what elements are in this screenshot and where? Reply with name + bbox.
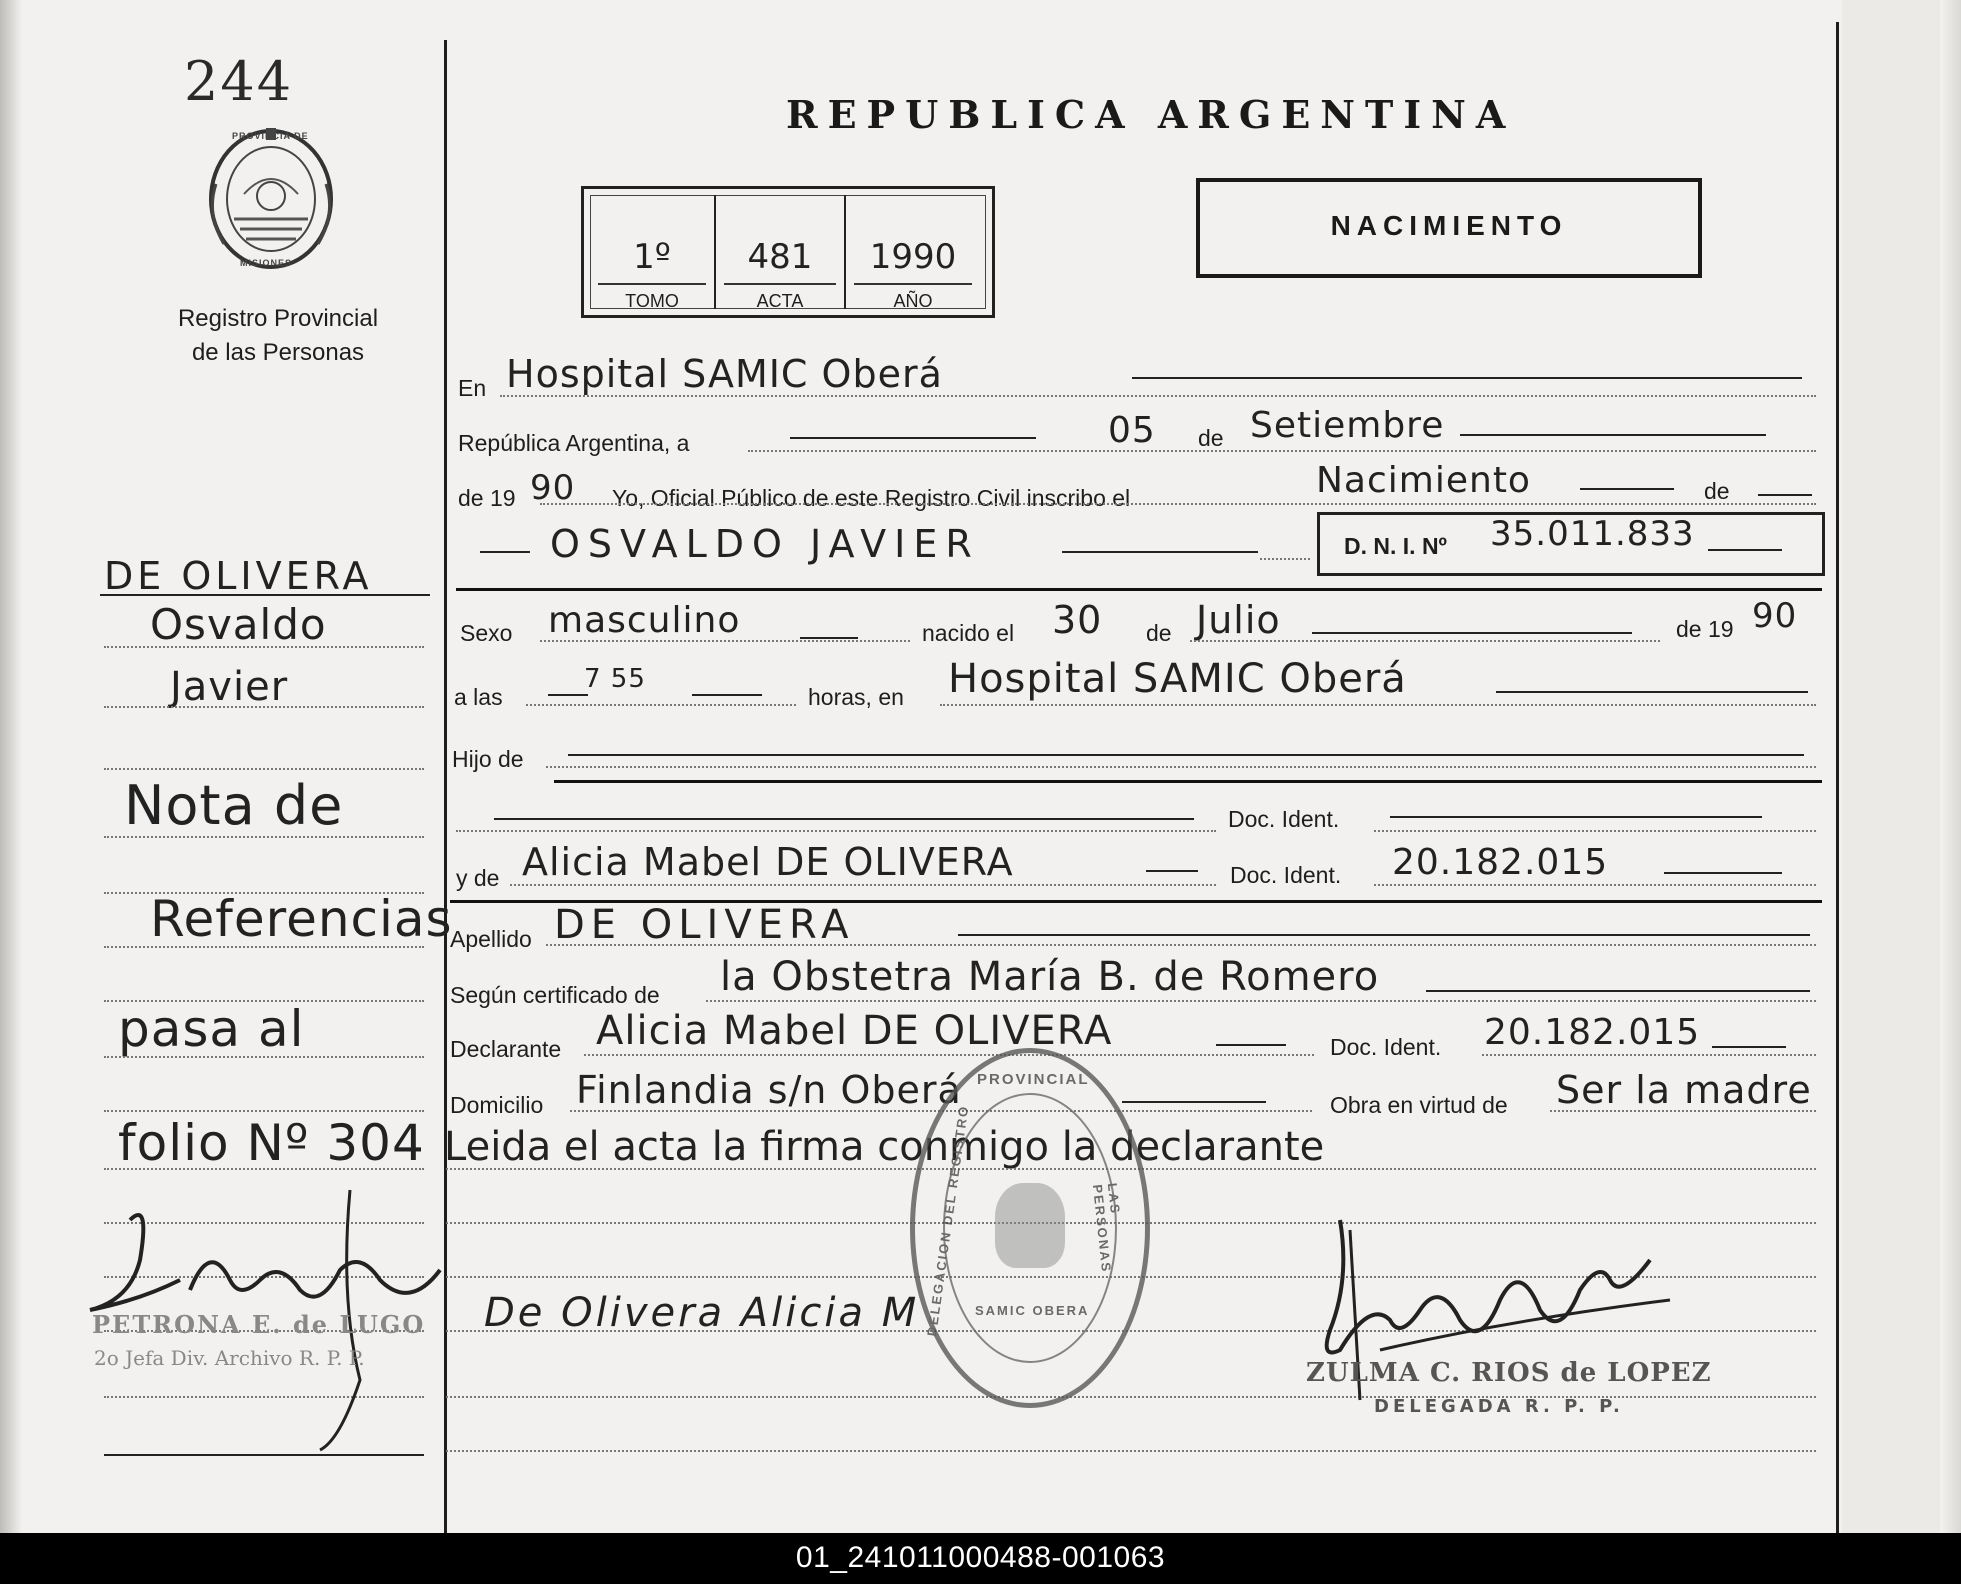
dni-label: D. N. I. Nº: [1344, 533, 1447, 559]
birth-day: 30: [1052, 598, 1103, 642]
obra-label: Obra en virtud de: [1330, 1092, 1508, 1118]
official-oval-stamp: [910, 1048, 1150, 1408]
acta-label: ACTA: [756, 291, 804, 311]
birth-month: Julio: [1196, 598, 1281, 642]
registry-name-line1: Registro Provincial: [177, 305, 379, 332]
stamp-bottom-text: SAMIC OBERA: [975, 1303, 1090, 1318]
anio-cell: [846, 195, 980, 309]
child-name-value: OSVALDO JAVIER: [550, 522, 980, 566]
adjacent-sheet-fold: [1940, 0, 1961, 1533]
clerk-stamp-name: PETRONA E. de LUGO: [92, 1310, 426, 1339]
dni-value: 35.011.833: [1490, 514, 1695, 554]
stamp-emblem-icon: [995, 1183, 1065, 1268]
declarant-signature: De Olivera Alicia M: [484, 1290, 920, 1336]
registration-day: 05: [1108, 410, 1156, 451]
birth-year-suffix: 90: [1752, 596, 1798, 636]
nacido-label: nacido el: [922, 620, 1015, 646]
record-type-box: [1196, 178, 1702, 278]
right-border-line: [1836, 22, 1839, 1533]
segun-label: Según certificado de: [450, 982, 660, 1008]
certificate-issuer-value: la Obstetra María B. de Romero: [720, 954, 1380, 1000]
officer-stamp-name: ZULMA C. RIOS de LOPEZ: [1306, 1358, 1712, 1388]
hijo-label: Hijo de: [452, 746, 524, 772]
tomo-label: TOMO: [625, 291, 679, 311]
anio-label: AÑO: [893, 291, 933, 311]
acta-value: 481: [747, 237, 813, 277]
republica-label: República Argentina, a: [458, 430, 690, 456]
stamp-left-text: DELEGACION DEL REGISTRO: [924, 1103, 972, 1338]
stamp-right-text: LAS PERSONAS: [1089, 1182, 1124, 1274]
domicilio-label: Domicilio: [450, 1092, 544, 1118]
mother-name-value: Alicia Mabel DE OLIVERA: [522, 840, 1014, 884]
image-code-caption: 01_241011000488-001063: [795, 1541, 1166, 1574]
provincial-seal-icon: [204, 124, 338, 274]
margin-note-line1: Nota de: [124, 774, 344, 837]
mother-doc-value: 20.182.015: [1392, 842, 1609, 883]
margin-first-name: Osvaldo: [150, 600, 327, 649]
declarant-name-value: Alicia Mabel DE OLIVERA: [596, 1008, 1113, 1054]
address-value: Finlandia s/n Oberá: [576, 1068, 962, 1112]
folio-number: 244: [184, 50, 294, 113]
alas-label: a las: [454, 684, 503, 710]
de-label-3: de: [1146, 620, 1172, 646]
obra-value: Ser la madre: [1556, 1068, 1812, 1112]
officer-statement: Yo, Oficial Público de este Registro Civil inscribo el: [612, 485, 1131, 511]
stamp-top-text: PROVINCIAL: [977, 1071, 1090, 1088]
declarant-doc-label: Doc. Ident.: [1330, 1034, 1442, 1060]
birth-hour: 7 55: [584, 664, 646, 694]
act-type-value: Nacimiento: [1316, 460, 1531, 501]
sex-value: masculino: [548, 600, 741, 641]
de19-label-2: de 19: [1676, 616, 1734, 642]
registration-month: Setiembre: [1250, 405, 1445, 446]
record-number-box: [581, 186, 995, 318]
page-edge-shadow: [0, 0, 22, 1533]
birth-place-value: Hospital SAMIC Oberá: [948, 656, 1407, 702]
document-title: REPUBLICA ARGENTINA: [786, 92, 1516, 137]
de-label-1: de: [1198, 425, 1224, 451]
seal-top-text: PROVINCIA DE: [232, 131, 309, 141]
clerk-stamp-title: 2o Jefa Div. Archivo R. P. P.: [94, 1346, 365, 1370]
mother-doc-label: Doc. Ident.: [1230, 862, 1342, 888]
officer-stamp-title: DELEGADA R. P. P.: [1374, 1396, 1624, 1417]
anio-value: 1990: [869, 237, 957, 277]
surname-value: DE OLIVERA: [554, 902, 855, 948]
margin-note-line2: Referencias: [150, 890, 453, 948]
yde-label: y de: [456, 865, 500, 891]
margin-surname: DE OLIVERA: [104, 554, 373, 598]
horas-label: horas, en: [808, 684, 904, 710]
declarante-label: Declarante: [450, 1036, 562, 1062]
registry-name-line2: de las Personas: [191, 339, 365, 366]
declarant-doc-value: 20.182.015: [1484, 1012, 1701, 1053]
margin-second-name: Javier: [170, 664, 289, 710]
father-doc-label: Doc. Ident.: [1228, 806, 1340, 832]
closing-statement: Leida el acta la firma conmigo la declarante: [444, 1124, 1325, 1170]
sexo-label: Sexo: [460, 620, 513, 646]
seal-bottom-text: MISIONES: [240, 258, 293, 268]
record-type-label: NACIMIENTO: [1330, 210, 1568, 241]
apellido-label: Apellido: [450, 926, 532, 952]
acta-cell: [716, 195, 844, 309]
registration-year-suffix: 90: [530, 468, 576, 508]
de-label-2: de: [1704, 478, 1730, 504]
margin-note-line3: pasa al: [118, 1000, 305, 1058]
en-label: En: [458, 375, 487, 401]
de19-label: de 19: [458, 485, 516, 511]
margin-note-line4: folio Nº 304: [118, 1114, 425, 1172]
tomo-cell: [590, 195, 714, 309]
place-value: Hospital SAMIC Oberá: [506, 352, 943, 396]
tomo-value: 1º: [633, 237, 671, 277]
